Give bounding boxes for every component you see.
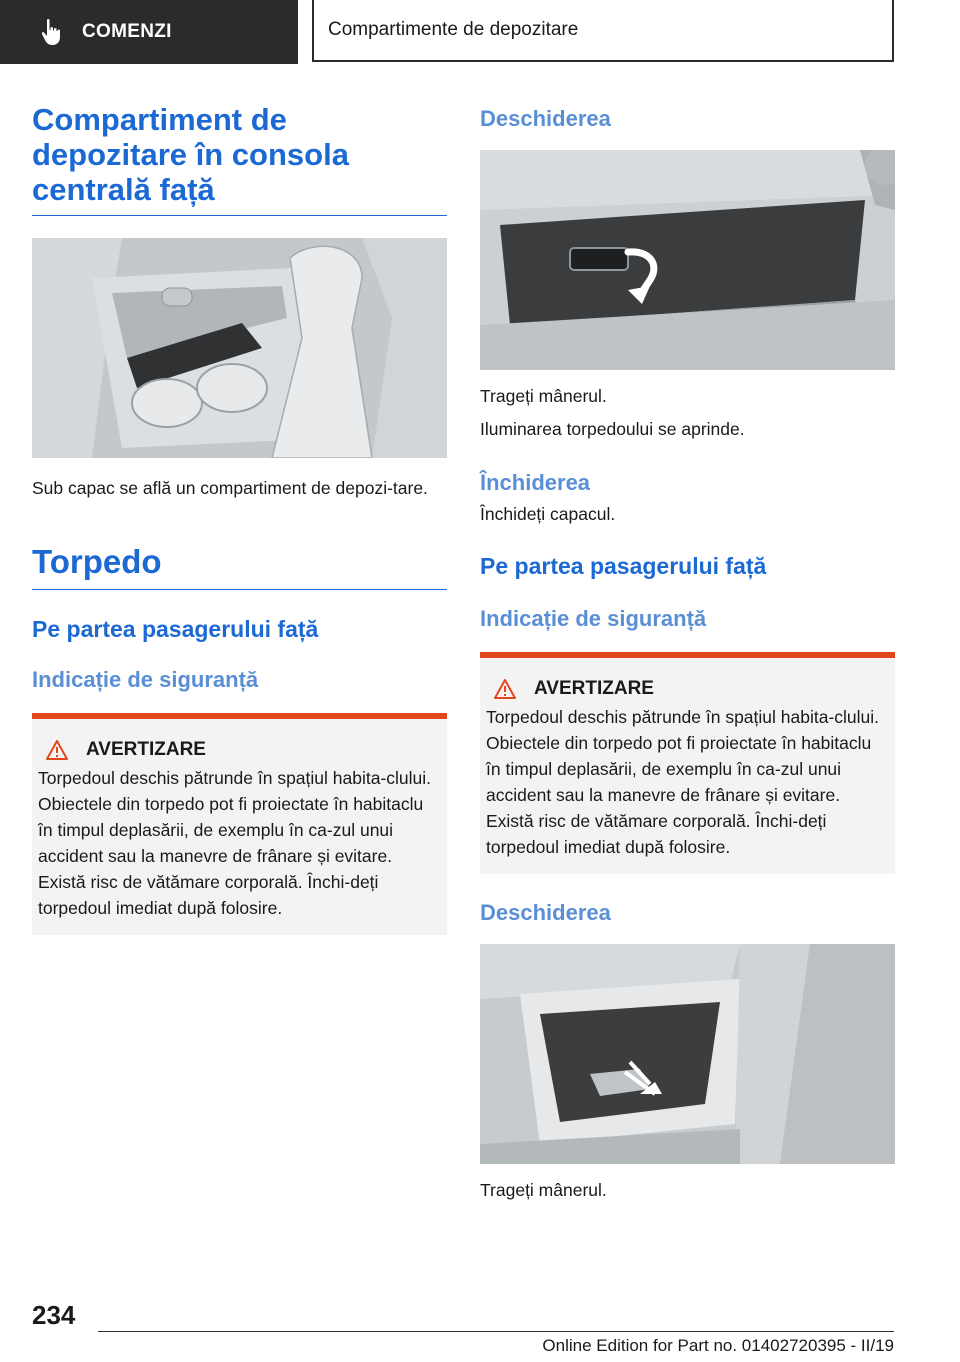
warning-text-2: Torpedoul deschis pătrunde în spațiul habita-clului. Obiectele din torpedo pot fi proiectate în habitaclu în timpul deplasării, de exemplu în ca-zul unui accident sau la manevre de frânare și evitare. Există risc de vătămare corporală. Închi-deți torpedoul imediat după folosire. bbox=[486, 707, 880, 857]
passenger-side-heading: Pe partea pasagerului față bbox=[32, 616, 319, 642]
pull-handle-text: Trageți mânerul. bbox=[480, 386, 607, 406]
section-tab[interactable] bbox=[312, 0, 894, 62]
footer-divider bbox=[98, 1331, 894, 1332]
glovebox-handle-illustration bbox=[480, 944, 895, 1164]
safety-note-heading-2: Indicație de siguranță bbox=[480, 606, 707, 631]
safety-note-heading: Indicație de siguranță bbox=[32, 667, 259, 692]
warning-title-2 bbox=[486, 678, 889, 700]
hand-pointer-icon bbox=[40, 18, 64, 46]
warning-box-2 bbox=[480, 652, 895, 874]
torpedo-heading: Torpedo bbox=[32, 543, 447, 590]
glovebox-open-image bbox=[480, 150, 895, 370]
center-console-illustration bbox=[32, 238, 447, 458]
edition-text: Online Edition for Part no. 01402720395 - II/19 bbox=[542, 1336, 894, 1355]
console-storage-heading: Compartiment de depozitare în consola centrală față bbox=[32, 102, 447, 216]
console-storage-text: Sub capac se află un compartiment de depozi-tare. bbox=[32, 478, 428, 498]
opening-heading: Deschiderea bbox=[480, 106, 611, 131]
page-header bbox=[0, 0, 960, 66]
right-column bbox=[480, 96, 895, 1203]
page-number: 234 bbox=[32, 1300, 76, 1330]
warning-triangle-icon bbox=[494, 679, 516, 699]
lighting-text: Iluminarea torpedoului se aprinde. bbox=[480, 419, 745, 439]
warning-title-text: AVERTIZARE bbox=[86, 739, 206, 760]
warning-title-text-2: AVERTIZARE bbox=[534, 678, 654, 699]
warning-title bbox=[38, 739, 441, 761]
opening-heading-2: Deschiderea bbox=[480, 900, 611, 925]
close-lid-text: Închideți capacul. bbox=[480, 504, 616, 524]
warning-text: Torpedoul deschis pătrunde în spațiul habita-clului. Obiectele din torpedo pot fi proiectate în habitaclu în timpul deplasării, de exemplu în ca-zul unui accident sau la manevre de frânare și evitare. Există risc de vătămare corporală. Închi-deți torpedoul imediat după folosire. bbox=[38, 768, 432, 918]
warning-triangle-icon bbox=[46, 740, 68, 760]
pull-handle-text-2: Trageți mânerul. bbox=[480, 1180, 607, 1200]
passenger-side-heading-2: Pe partea pasagerului față bbox=[480, 553, 767, 579]
left-column bbox=[32, 96, 447, 935]
glovebox-illustration bbox=[480, 150, 895, 370]
section-label: Compartimente de depozitare bbox=[328, 19, 579, 40]
glovebox-handle-image bbox=[480, 944, 895, 1164]
warning-box bbox=[32, 713, 447, 935]
chapter-label: COMENZI bbox=[82, 21, 172, 42]
chapter-tab[interactable] bbox=[0, 0, 298, 64]
closing-heading: Închiderea bbox=[480, 470, 591, 495]
center-console-image bbox=[32, 238, 447, 458]
